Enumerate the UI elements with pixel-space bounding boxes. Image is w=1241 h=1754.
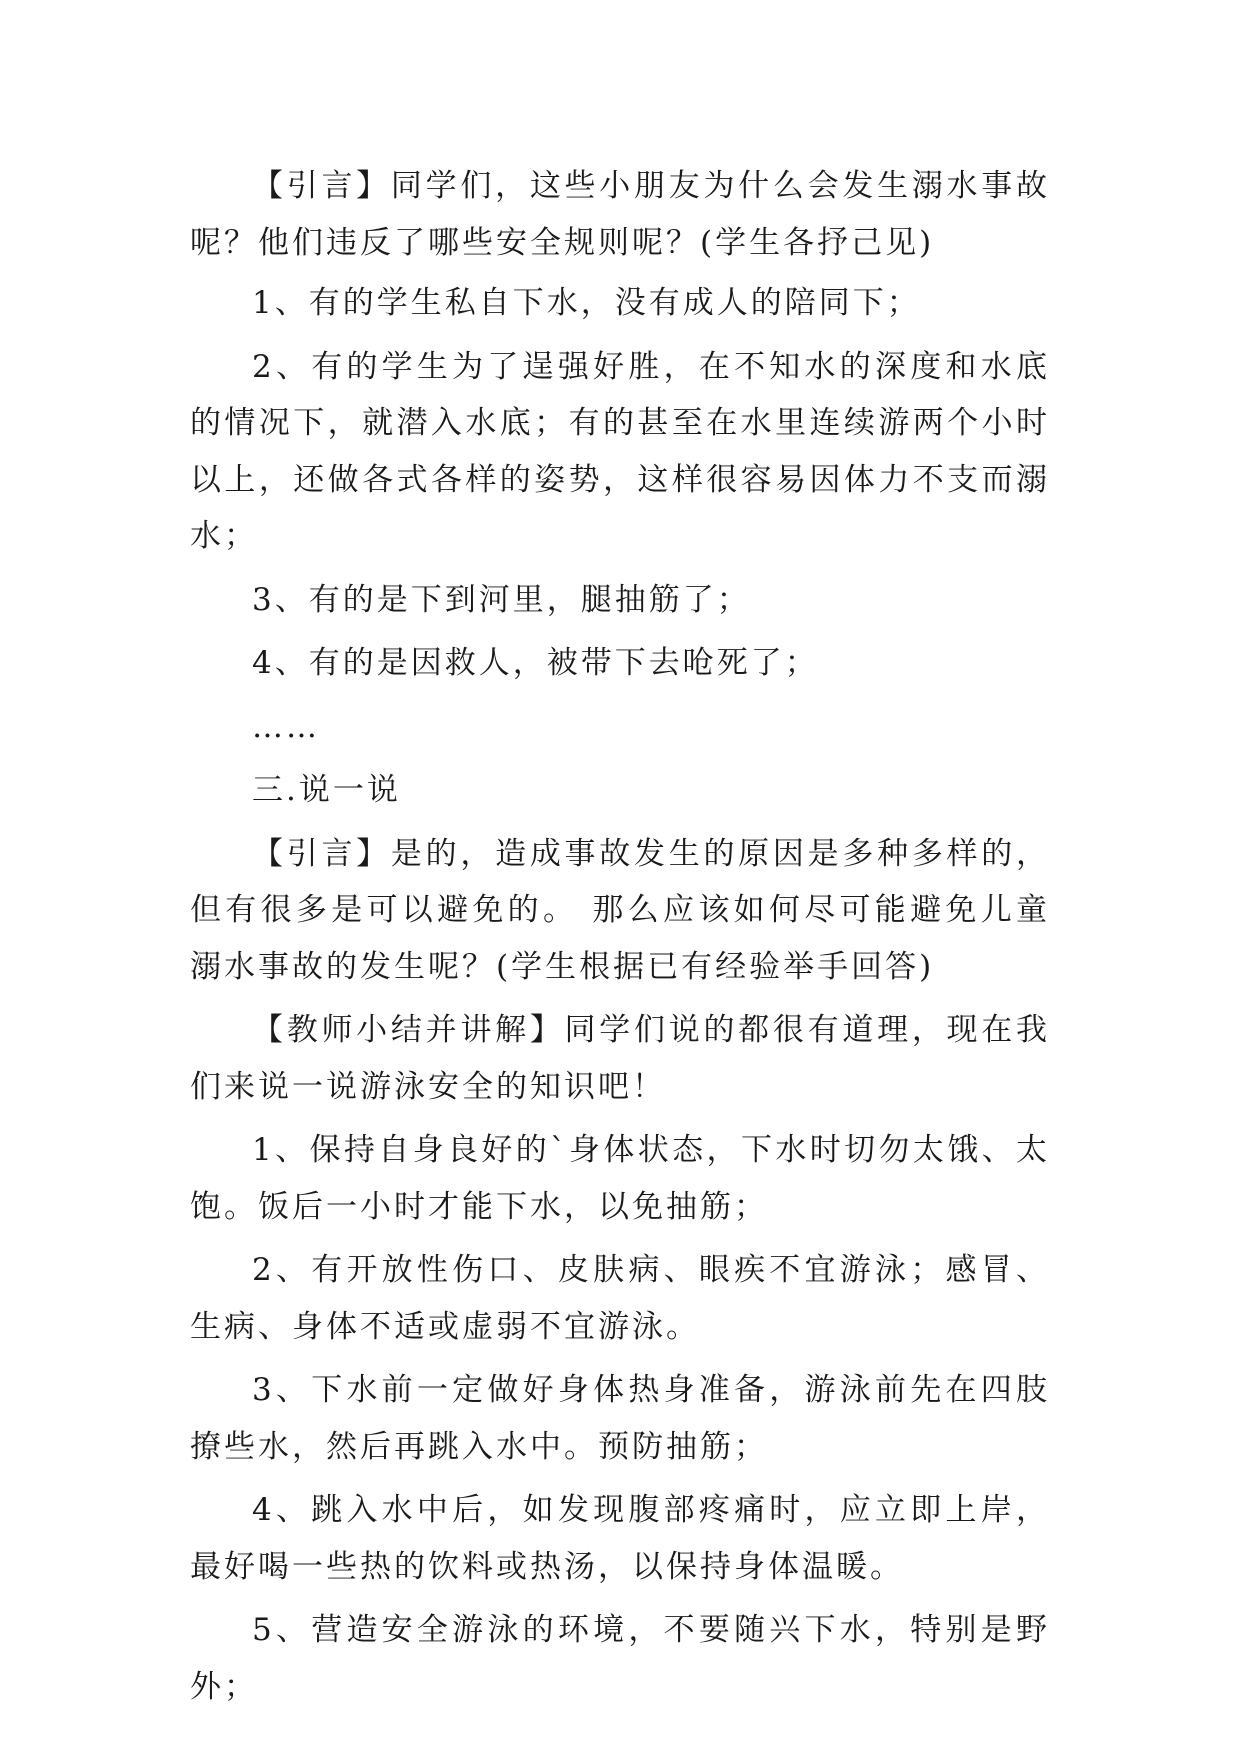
intro-prevention-paragraph: 【引言】是的，造成事故发生的原因是多种多样的，但有很多是可以避免的。 那么应该如何尽可能避免儿童溺水事故的发生呢？(学生根据已有经验举手回答) bbox=[190, 835, 1050, 985]
safety-tip-4: 4、跳入水中后，如发现腹部疼痛时，应立即上岸，最好喝一些热的饮料或热汤，以保持身体温暖。 bbox=[190, 1492, 1050, 1585]
document-body bbox=[190, 158, 1050, 1722]
safety-tip-3: 3、下水前一定做好身体热身准备，游泳前先在四肢撩些水，然后再跳入水中。预防抽筋； bbox=[190, 1372, 1050, 1465]
reason-item-1: 1、有的学生私自下水，没有成人的陪同下； bbox=[252, 285, 921, 321]
intro-question-paragraph: 【引言】同学们，这些小朋友为什么会发生溺水事故呢？他们违反了哪些安全规则呢？(学生各抒己见) bbox=[190, 168, 1050, 261]
safety-tip-5: 5、营造安全游泳的环境，不要随兴下水，特别是野外； bbox=[190, 1612, 1050, 1705]
reason-item-4: 4、有的是因救人，被带下去呛死了； bbox=[252, 645, 819, 681]
safety-tip-1: 1、保持自身良好的`身体状态，下水时切勿太饿、太饱。饭后一小时才能下水，以免抽筋； bbox=[190, 1132, 1050, 1225]
reason-item-3: 3、有的是下到河里，腿抽筋了； bbox=[252, 581, 751, 618]
safety-tip-2: 2、有开放性伤口、皮肤病、眼疾不宜游泳；感冒、生病、身体不适或虚弱不宜游泳。 bbox=[190, 1252, 1050, 1345]
reason-item-2: 2、有的学生为了逞强好胜，在不知水的深度和水底的情况下，就潜入水底；有的甚至在水里连续游两个小时以上，还做各式各样的姿势，这样很容易因体力不支而溺水； bbox=[190, 348, 1050, 554]
teacher-summary-paragraph: 【教师小结并讲解】同学们说的都很有道理，现在我们来说一说游泳安全的知识吧！ bbox=[190, 1012, 1050, 1105]
section-heading-discuss: 三.说一说 bbox=[252, 772, 401, 808]
ellipsis-line: …… bbox=[252, 708, 320, 745]
